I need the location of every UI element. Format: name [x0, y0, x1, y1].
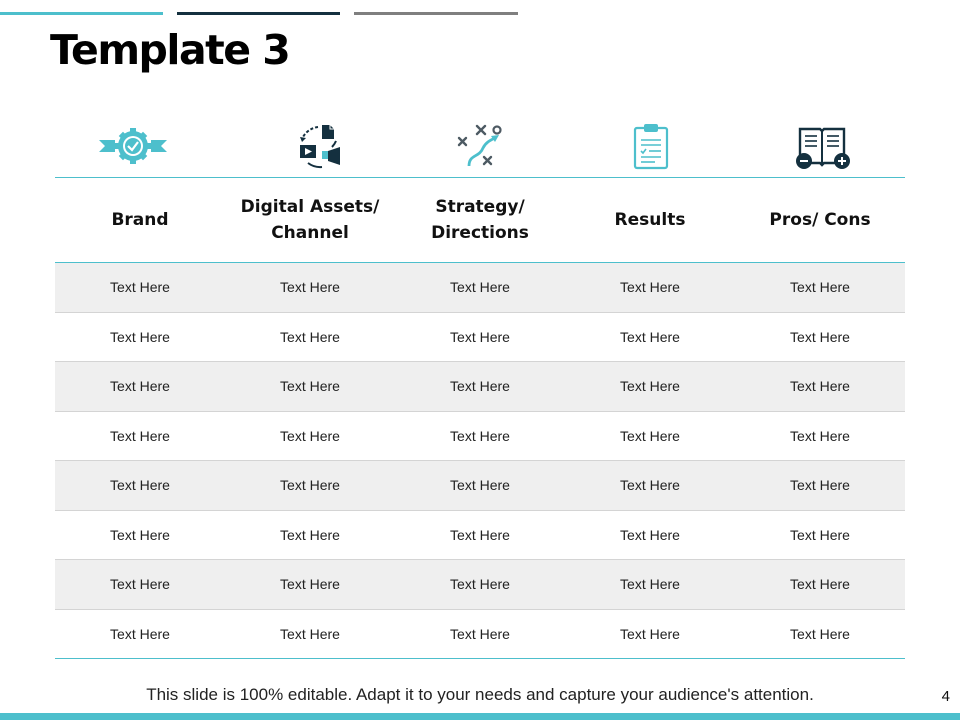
book-pros-cons-icon [784, 118, 860, 174]
accent-bar-navy [177, 12, 340, 15]
table-cell: Text Here [280, 279, 340, 296]
table-row [55, 511, 905, 561]
header-pros-cons: Pros/ Cons [769, 210, 871, 230]
table-cell: Text Here [790, 625, 850, 642]
badge-icon [95, 118, 171, 174]
strategy-icon [443, 118, 519, 174]
header-strategy-directions: Strategy/ Directions [431, 197, 529, 243]
table-cell: Text Here [620, 279, 680, 296]
table-cell: Text Here [280, 625, 340, 642]
table-cell: Text Here [790, 378, 850, 395]
table-cell: Text Here [110, 526, 170, 543]
bottom-accent-bar [0, 713, 960, 720]
table-cell: Text Here [110, 378, 170, 395]
table-cell: Text Here [620, 378, 680, 395]
table-cell: Text Here [280, 477, 340, 494]
table-cell: Text Here [790, 279, 850, 296]
table-cell: Text Here [280, 427, 340, 444]
table-cell: Text Here [280, 526, 340, 543]
table-cell: Text Here [110, 576, 170, 593]
table-cell: Text Here [620, 576, 680, 593]
table-cell: Text Here [110, 279, 170, 296]
table-cell: Text Here [280, 328, 340, 345]
table-cell: Text Here [450, 526, 510, 543]
table-cell: Text Here [110, 625, 170, 642]
table-cell: Text Here [280, 378, 340, 395]
table-row [55, 560, 905, 610]
clipboard-icon [613, 118, 689, 174]
table-cell: Text Here [450, 625, 510, 642]
table-cell: Text Here [790, 328, 850, 345]
table-cell: Text Here [110, 328, 170, 345]
table-cell: Text Here [620, 526, 680, 543]
accent-bar-teal [0, 12, 163, 15]
table-cell: Text Here [280, 576, 340, 593]
table-cell: Text Here [110, 477, 170, 494]
page-number: 4 [941, 688, 950, 705]
table-cell: Text Here [450, 378, 510, 395]
footer-note: This slide is 100% editable. Adapt it to your needs and capture your audience's attention. [146, 685, 814, 704]
table-cell: Text Here [790, 526, 850, 543]
accent-bar-gray [354, 12, 518, 15]
table-row [55, 461, 905, 511]
slide-title: Template 3 [50, 26, 290, 74]
header-results: Results [614, 210, 686, 230]
table-row [55, 313, 905, 363]
table-cell: Text Here [110, 427, 170, 444]
table-cell: Text Here [620, 328, 680, 345]
digital-assets-icon [276, 118, 352, 174]
header-digital-assets-channel: Digital Assets/ Channel [240, 197, 380, 243]
table-cell: Text Here [450, 477, 510, 494]
table-row [55, 412, 905, 462]
table-cell: Text Here [620, 477, 680, 494]
table-cell: Text Here [620, 427, 680, 444]
table-cell: Text Here [450, 576, 510, 593]
table-cell: Text Here [450, 427, 510, 444]
table-header-row [55, 178, 905, 263]
header-brand: Brand [111, 210, 169, 230]
table-row [55, 610, 905, 660]
comparison-table [55, 177, 905, 659]
table-cell: Text Here [450, 328, 510, 345]
table-cell: Text Here [620, 625, 680, 642]
table-cell: Text Here [790, 477, 850, 494]
table-cell: Text Here [790, 427, 850, 444]
table-cell: Text Here [790, 576, 850, 593]
table-row [55, 362, 905, 412]
table-cell: Text Here [450, 279, 510, 296]
table-row [55, 263, 905, 313]
